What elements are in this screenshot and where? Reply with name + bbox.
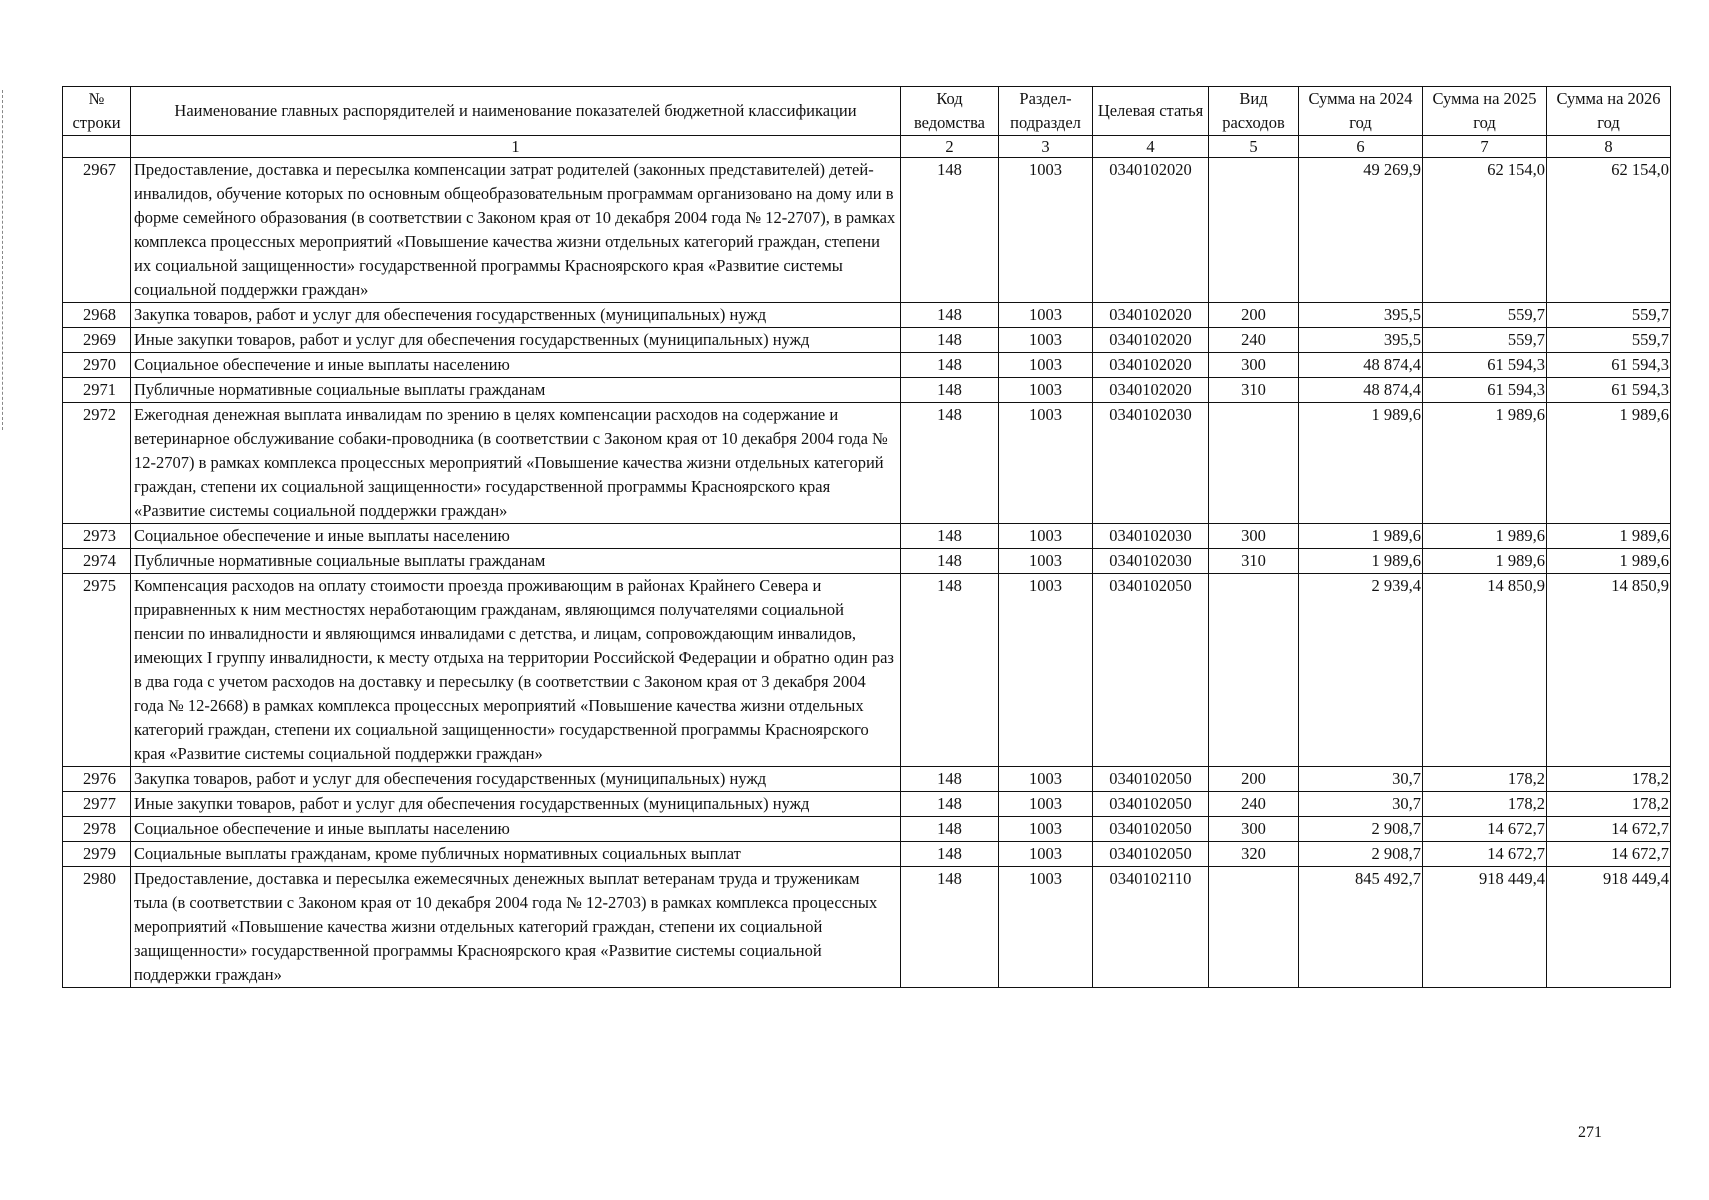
row-sum-2026: 918 449,4 [1547,867,1671,988]
table-row [63,867,1671,988]
header-name: Наименование главных распорядителей и наименование показателей бюджетной классификации [131,87,901,136]
row-section: 1003 [999,524,1093,549]
row-section: 1003 [999,549,1093,574]
row-sum-2025: 178,2 [1423,767,1547,792]
header-section: Раздел-подраздел [999,87,1093,136]
row-target: 0340102020 [1093,158,1209,303]
row-sum-2026: 14 672,7 [1547,842,1671,867]
row-target: 0340102030 [1093,524,1209,549]
row-number: 2967 [63,158,131,303]
header-sum-2026: Сумма на 2026 год [1547,87,1671,136]
row-sum-2025: 62 154,0 [1423,158,1547,303]
row-number: 2972 [63,403,131,524]
row-sum-2024: 395,5 [1299,303,1423,328]
row-dept-code: 148 [901,353,999,378]
row-section: 1003 [999,353,1093,378]
row-sum-2024: 48 874,4 [1299,353,1423,378]
row-dept-code: 148 [901,403,999,524]
column-number: 2 [901,136,999,158]
row-number: 2980 [63,867,131,988]
column-number: 4 [1093,136,1209,158]
row-number: 2976 [63,767,131,792]
row-exp-type [1209,867,1299,988]
row-target: 0340102050 [1093,817,1209,842]
table-row [63,842,1671,867]
row-name: Предоставление, доставка и пересылка компенсации затрат родителей (законных представителей) детей-инвалидов, обучение которых по основным общеобразовательным программам организовано на дому или в форме семейного образования (в соответствии с Законом края от 10 декабря 2004 года № 12-2707), в рамках комплекса процессных мероприятий «Повышение качества жизни отдельных категорий граждан, степени их социальной защищенности» государственной программы Красноярского края «Развитие системы социальной поддержки граждан» [131,158,901,303]
row-sum-2026: 178,2 [1547,767,1671,792]
row-target: 0340102050 [1093,767,1209,792]
row-number: 2975 [63,574,131,767]
row-dept-code: 148 [901,524,999,549]
row-number: 2970 [63,353,131,378]
header-sum-2024: Сумма на 2024 год [1299,87,1423,136]
row-sum-2025: 61 594,3 [1423,378,1547,403]
row-sum-2024: 2 939,4 [1299,574,1423,767]
header-target: Целевая статья [1093,87,1209,136]
row-sum-2024: 1 989,6 [1299,524,1423,549]
row-sum-2024: 845 492,7 [1299,867,1423,988]
table-row [63,403,1671,524]
row-sum-2024: 30,7 [1299,792,1423,817]
row-sum-2024: 49 269,9 [1299,158,1423,303]
row-name: Социальное обеспечение и иные выплаты населению [131,524,901,549]
row-section: 1003 [999,158,1093,303]
row-sum-2026: 61 594,3 [1547,353,1671,378]
row-section: 1003 [999,574,1093,767]
table-row [63,353,1671,378]
row-dept-code: 148 [901,817,999,842]
row-section: 1003 [999,403,1093,524]
row-sum-2024: 395,5 [1299,328,1423,353]
header-dept-code: Код ведомства [901,87,999,136]
table-row [63,767,1671,792]
row-target: 0340102050 [1093,792,1209,817]
row-sum-2026: 62 154,0 [1547,158,1671,303]
row-dept-code: 148 [901,867,999,988]
row-sum-2026: 559,7 [1547,328,1671,353]
row-sum-2024: 1 989,6 [1299,403,1423,524]
row-dept-code: 148 [901,574,999,767]
row-section: 1003 [999,767,1093,792]
row-number: 2974 [63,549,131,574]
column-number: 3 [999,136,1093,158]
row-exp-type: 200 [1209,303,1299,328]
row-name: Закупка товаров, работ и услуг для обеспечения государственных (муниципальных) нужд [131,303,901,328]
row-dept-code: 148 [901,328,999,353]
table-row [63,328,1671,353]
column-number: 1 [131,136,901,158]
column-number-row [63,136,1671,158]
row-dept-code: 148 [901,842,999,867]
row-exp-type [1209,403,1299,524]
row-exp-type: 300 [1209,817,1299,842]
column-number: 6 [1299,136,1423,158]
row-number: 2977 [63,792,131,817]
row-sum-2024: 1 989,6 [1299,549,1423,574]
row-number: 2973 [63,524,131,549]
row-sum-2025: 559,7 [1423,328,1547,353]
row-sum-2025: 14 672,7 [1423,842,1547,867]
row-target: 0340102050 [1093,574,1209,767]
row-target: 0340102050 [1093,842,1209,867]
row-name: Социальные выплаты гражданам, кроме публичных нормативных социальных выплат [131,842,901,867]
row-exp-type: 310 [1209,378,1299,403]
row-number: 2971 [63,378,131,403]
row-sum-2026: 61 594,3 [1547,378,1671,403]
table-row [63,574,1671,767]
row-sum-2025: 14 672,7 [1423,817,1547,842]
row-name: Иные закупки товаров, работ и услуг для обеспечения государственных (муниципальных) нужд [131,328,901,353]
row-name: Закупка товаров, работ и услуг для обеспечения государственных (муниципальных) нужд [131,767,901,792]
row-target: 0340102020 [1093,328,1209,353]
column-number: 7 [1423,136,1547,158]
row-name: Ежегодная денежная выплата инвалидам по зрению в целях компенсации расходов на содержание и ветеринарное обслуживание собаки-проводника (в соответствии с Законом края от 10 декабря 2004 года № 12-2707) в рамках комплекса процессных мероприятий «Повышение качества жизни отдельных категорий граждан, степени их социальной защищенности» государственной программы Красноярского края «Развитие системы социальной поддержки граждан» [131,403,901,524]
row-sum-2026: 178,2 [1547,792,1671,817]
row-sum-2025: 1 989,6 [1423,549,1547,574]
row-sum-2024: 2 908,7 [1299,817,1423,842]
table-row [63,378,1671,403]
row-sum-2025: 1 989,6 [1423,403,1547,524]
row-exp-type: 240 [1209,792,1299,817]
row-section: 1003 [999,303,1093,328]
header-row-no: № строки [63,87,131,136]
row-target: 0340102030 [1093,549,1209,574]
row-section: 1003 [999,867,1093,988]
row-sum-2025: 14 850,9 [1423,574,1547,767]
table-row [63,158,1671,303]
row-name: Компенсация расходов на оплату стоимости проезда проживающим в районах Крайнего Севера и приравненных к ним местностях неработающим гражданам, являющимся получателями социальной пенсии по инвалидности и являющимся инвалидами с детства, и лицам, сопровождающим инвалидов, имеющих I группу инвалидности, к месту отдыха на территории Российской Федерации и обратно один раз в два года с учетом расходов на доставку и пересылку (в соответствии с Законом края от 3 декабря 2004 года № 12-2668) в рамках комплекса процессных мероприятий «Повышение качества жизни отдельных категорий граждан, степени их социальной защищенности» государственной программы Красноярского края «Развитие системы социальной поддержки граждан» [131,574,901,767]
row-name: Иные закупки товаров, работ и услуг для обеспечения государственных (муниципальных) нужд [131,792,901,817]
row-sum-2025: 1 989,6 [1423,524,1547,549]
row-dept-code: 148 [901,303,999,328]
row-section: 1003 [999,378,1093,403]
row-dept-code: 148 [901,378,999,403]
row-number: 2969 [63,328,131,353]
row-section: 1003 [999,328,1093,353]
row-sum-2024: 2 908,7 [1299,842,1423,867]
row-target: 0340102020 [1093,378,1209,403]
row-name: Публичные нормативные социальные выплаты гражданам [131,378,901,403]
row-sum-2024: 48 874,4 [1299,378,1423,403]
row-exp-type: 240 [1209,328,1299,353]
row-sum-2026: 14 850,9 [1547,574,1671,767]
row-exp-type [1209,158,1299,303]
table-row [63,303,1671,328]
header-exp-type: Вид расходов [1209,87,1299,136]
row-dept-code: 148 [901,792,999,817]
row-section: 1003 [999,792,1093,817]
row-sum-2026: 14 672,7 [1547,817,1671,842]
row-sum-2026: 559,7 [1547,303,1671,328]
row-number: 2979 [63,842,131,867]
row-target: 0340102020 [1093,353,1209,378]
row-name: Социальное обеспечение и иные выплаты населению [131,817,901,842]
row-exp-type: 300 [1209,524,1299,549]
table-body [63,158,1671,988]
budget-table [62,86,1671,988]
row-target: 0340102020 [1093,303,1209,328]
table-row [63,817,1671,842]
row-exp-type: 320 [1209,842,1299,867]
row-section: 1003 [999,842,1093,867]
row-exp-type: 200 [1209,767,1299,792]
margin-mark [2,90,4,430]
row-sum-2025: 178,2 [1423,792,1547,817]
row-number: 2968 [63,303,131,328]
row-sum-2025: 918 449,4 [1423,867,1547,988]
table-row [63,549,1671,574]
page-number: 271 [1578,1124,1602,1141]
row-sum-2026: 1 989,6 [1547,403,1671,524]
column-number: 5 [1209,136,1299,158]
row-name: Социальное обеспечение и иные выплаты населению [131,353,901,378]
row-target: 0340102110 [1093,867,1209,988]
row-name: Публичные нормативные социальные выплаты гражданам [131,549,901,574]
row-sum-2024: 30,7 [1299,767,1423,792]
row-dept-code: 148 [901,767,999,792]
table-row [63,524,1671,549]
row-dept-code: 148 [901,158,999,303]
table-row [63,792,1671,817]
header-sum-2025: Сумма на 2025 год [1423,87,1547,136]
row-name: Предоставление, доставка и пересылка ежемесячных денежных выплат ветеранам труда и труженикам тыла (в соответствии с Законом края от 10 декабря 2004 года № 12-2703) в рамках комплекса процессных мероприятий «Повышение качества жизни отдельных категорий граждан, степени их социальной защищенности» государственной программы Красноярского края «Развитие системы социальной поддержки граждан» [131,867,901,988]
row-dept-code: 148 [901,549,999,574]
row-sum-2025: 559,7 [1423,303,1547,328]
header-row [63,87,1671,136]
row-target: 0340102030 [1093,403,1209,524]
column-number [63,136,131,158]
row-sum-2026: 1 989,6 [1547,549,1671,574]
row-section: 1003 [999,817,1093,842]
column-number: 8 [1547,136,1671,158]
row-exp-type: 300 [1209,353,1299,378]
row-exp-type [1209,574,1299,767]
row-sum-2025: 61 594,3 [1423,353,1547,378]
row-number: 2978 [63,817,131,842]
row-exp-type: 310 [1209,549,1299,574]
row-sum-2026: 1 989,6 [1547,524,1671,549]
